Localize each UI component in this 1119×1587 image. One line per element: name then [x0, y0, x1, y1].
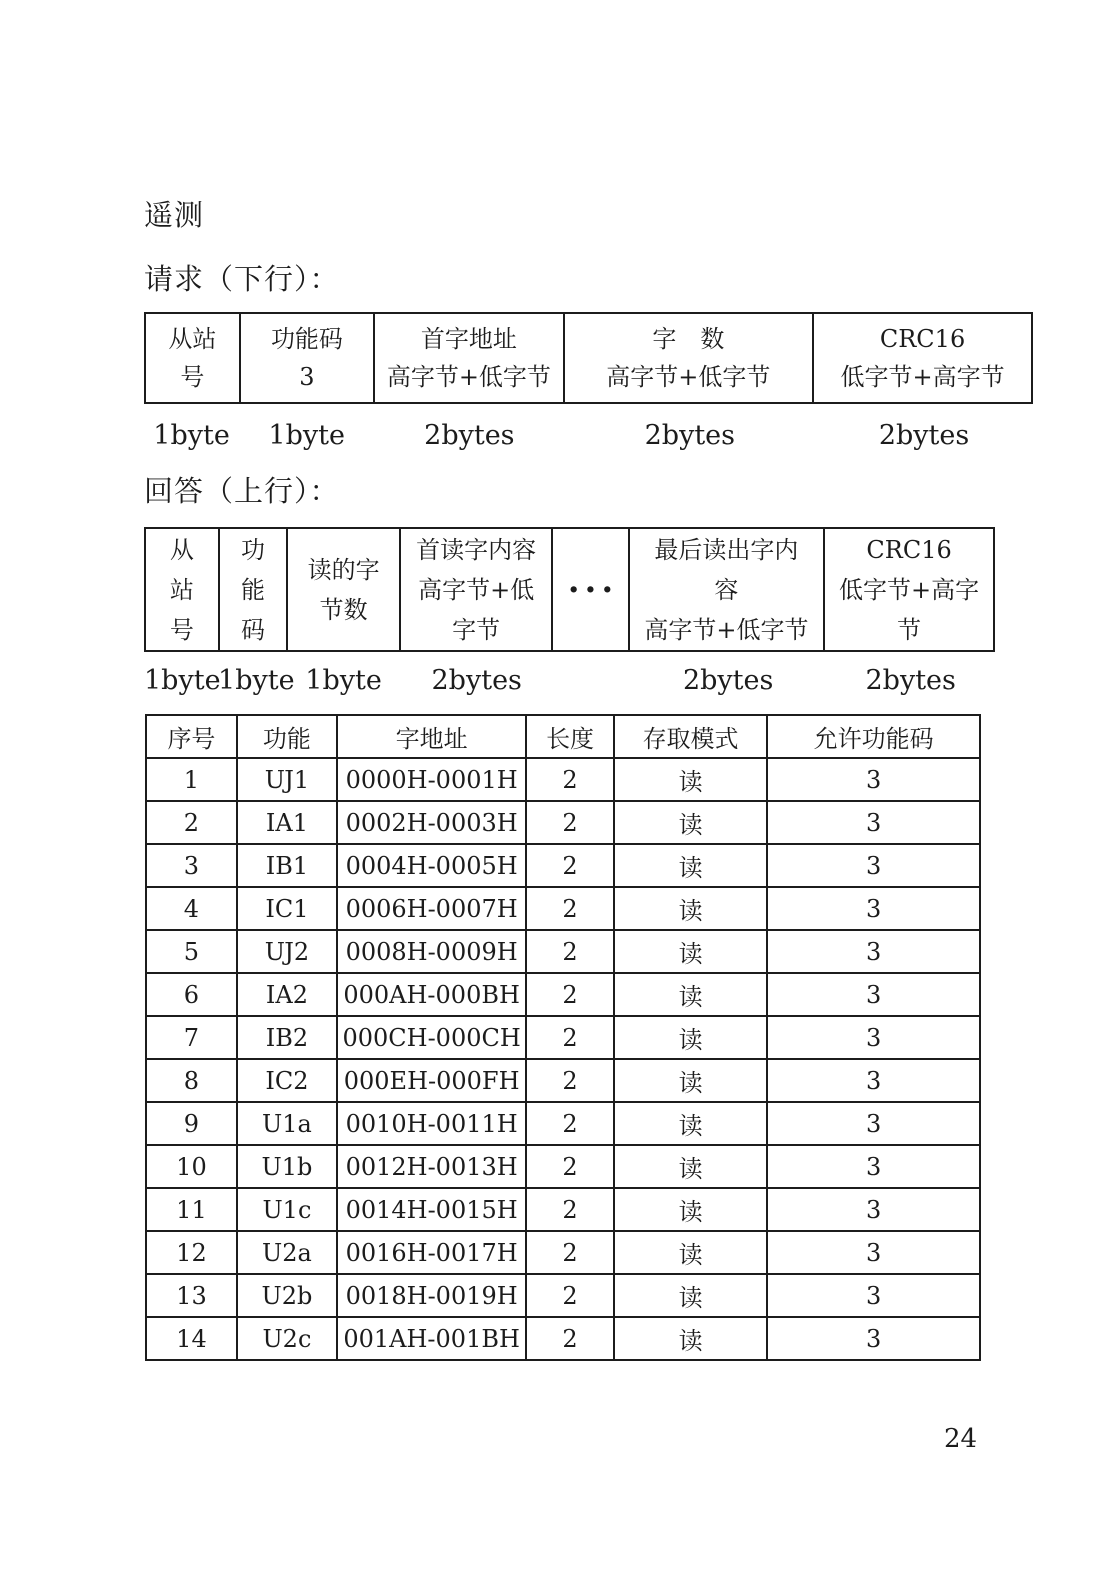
- register-cell: 读: [614, 1145, 767, 1188]
- byte-size-label: 2bytes: [424, 420, 515, 451]
- register-cell: 读: [614, 801, 767, 844]
- frame-field-line: 首字地址: [420, 325, 517, 353]
- register-cell: 0016H-0017H: [337, 1231, 526, 1274]
- frame-field-line: 节: [897, 615, 922, 644]
- register-header-row: [146, 715, 980, 758]
- register-cell: 读: [614, 1059, 767, 1102]
- register-cell: 0018H-0019H: [337, 1274, 526, 1317]
- register-cell: 3: [767, 1102, 980, 1145]
- register-header-cell: 功能: [237, 715, 337, 758]
- register-cell: 读: [614, 1317, 767, 1360]
- request-frame-table: [144, 312, 1033, 404]
- frame-field-line: 码: [240, 615, 265, 644]
- register-cell: 3: [767, 758, 980, 801]
- frame-field-cell: [825, 529, 993, 650]
- register-cell: 读: [614, 1231, 767, 1274]
- register-cell: 5: [146, 930, 237, 973]
- register-cell: 14: [146, 1317, 237, 1360]
- register-cell: U2b: [237, 1274, 337, 1317]
- register-cell: 2: [526, 1231, 614, 1274]
- frame-field-line: 功: [240, 535, 265, 564]
- frame-field-line: CRC16: [866, 535, 952, 564]
- register-row: [146, 1188, 980, 1231]
- register-cell: 3: [146, 844, 237, 887]
- byte-size-label: 2bytes: [431, 665, 522, 696]
- frame-field-line: 号: [180, 363, 205, 391]
- byte-size-spacer: [553, 664, 630, 698]
- byte-size-label: 1byte: [144, 665, 221, 696]
- register-cell: 2: [526, 930, 614, 973]
- register-cell: IC1: [237, 887, 337, 930]
- register-table-head: [146, 715, 980, 758]
- register-cell: IB1: [237, 844, 337, 887]
- register-cell: 6: [146, 973, 237, 1016]
- register-cell: 7: [146, 1016, 237, 1059]
- register-cell: 3: [767, 1317, 980, 1360]
- register-cell: 读: [614, 758, 767, 801]
- register-cell: U2a: [237, 1231, 337, 1274]
- register-cell: 读: [614, 1102, 767, 1145]
- register-cell: 读: [614, 1016, 767, 1059]
- frame-field-cell: [146, 529, 220, 650]
- register-cell: UJ2: [237, 930, 337, 973]
- register-cell: 9: [146, 1102, 237, 1145]
- register-cell: 读: [614, 973, 767, 1016]
- register-cell: 读: [614, 844, 767, 887]
- register-cell: 0000H-0001H: [337, 758, 526, 801]
- register-cell: 2: [526, 758, 614, 801]
- register-cell: IC2: [237, 1059, 337, 1102]
- frame-field-line: 最后读出字内: [654, 535, 799, 564]
- register-cell: 10: [146, 1145, 237, 1188]
- register-cell: 12: [146, 1231, 237, 1274]
- frame-field-line: CRC16: [879, 325, 966, 353]
- register-cell: U2c: [237, 1317, 337, 1360]
- frame-field-line: 号: [169, 615, 194, 644]
- frame-field-line: 3: [299, 363, 315, 391]
- frame-field-line: 节数: [319, 595, 368, 624]
- response-heading: 回答（上行）：: [144, 474, 340, 508]
- frame-field-cell: [401, 529, 553, 650]
- response-byte-sizes: [144, 664, 995, 698]
- frame-field-line: 能: [240, 575, 265, 604]
- register-cell: 读: [614, 1188, 767, 1231]
- frame-field-line: ···: [567, 569, 619, 610]
- frame-field-line: 首读字内容: [416, 535, 537, 564]
- register-cell: 0004H-0005H: [337, 844, 526, 887]
- frame-field-line: 从: [169, 535, 194, 564]
- frame-field-line: 低字节+高字节: [840, 363, 1005, 391]
- register-cell: 0012H-0013H: [337, 1145, 526, 1188]
- section-title: 遥测: [144, 198, 205, 232]
- register-cell: 0010H-0011H: [337, 1102, 526, 1145]
- register-row: [146, 887, 980, 930]
- register-header-cell: 允许功能码: [767, 715, 980, 758]
- register-cell: 000AH-000BH: [337, 973, 526, 1016]
- register-header-cell: 长度: [526, 715, 614, 758]
- register-cell: 3: [767, 801, 980, 844]
- frame-field-cell: [565, 314, 815, 402]
- frame-field-line: 字节: [452, 615, 501, 644]
- register-cell: 0002H-0003H: [337, 801, 526, 844]
- register-cell: 1: [146, 758, 237, 801]
- register-cell: 3: [767, 1145, 980, 1188]
- register-cell: 读: [614, 887, 767, 930]
- register-cell: 0008H-0009H: [337, 930, 526, 973]
- register-cell: 3: [767, 1059, 980, 1102]
- register-cell: IB2: [237, 1016, 337, 1059]
- register-cell: 3: [767, 844, 980, 887]
- frame-field-line: 站: [169, 575, 194, 604]
- frame-field-cell: [630, 529, 826, 650]
- register-header-cell: 字地址: [337, 715, 526, 758]
- register-cell: 2: [526, 1059, 614, 1102]
- register-row: [146, 973, 980, 1016]
- register-cell: 0014H-0015H: [337, 1188, 526, 1231]
- register-row: [146, 1231, 980, 1274]
- register-cell: 000EH-000FH: [337, 1059, 526, 1102]
- register-row: [146, 844, 980, 887]
- register-cell: 2: [526, 973, 614, 1016]
- frame-field-line: 高字节+低: [418, 575, 535, 604]
- page-number: 24: [944, 1424, 978, 1454]
- register-cell: 11: [146, 1188, 237, 1231]
- frame-field-cell: [146, 314, 241, 402]
- frame-field-line: 容: [714, 575, 739, 604]
- register-table-body: [146, 758, 980, 1360]
- register-cell: 3: [767, 1188, 980, 1231]
- frame-field-line: 读的字: [307, 555, 380, 584]
- register-row: [146, 1059, 980, 1102]
- register-cell: 8: [146, 1059, 237, 1102]
- register-cell: U1c: [237, 1188, 337, 1231]
- register-cell: 0006H-0007H: [337, 887, 526, 930]
- register-cell: 2: [526, 1102, 614, 1145]
- register-cell: 3: [767, 1016, 980, 1059]
- register-cell: 001AH-001BH: [337, 1317, 526, 1360]
- register-cell: 读: [614, 930, 767, 973]
- register-cell: 2: [526, 1145, 614, 1188]
- register-row: [146, 1317, 980, 1360]
- register-cell: 3: [767, 1274, 980, 1317]
- register-cell: U1b: [237, 1145, 337, 1188]
- byte-size-label: 2bytes: [682, 665, 774, 696]
- register-cell: 读: [614, 1274, 767, 1317]
- register-cell: 2: [146, 801, 237, 844]
- register-row: [146, 930, 980, 973]
- register-cell: 2: [526, 1317, 614, 1360]
- register-cell: 3: [767, 1231, 980, 1274]
- frame-field-cell: [241, 314, 376, 402]
- frame-field-line: 低字节+高字: [839, 575, 980, 604]
- register-map-table: [145, 714, 981, 1361]
- response-frame-table: [144, 527, 995, 652]
- frame-field-line: 字 数: [652, 325, 725, 353]
- register-cell: 2: [526, 1188, 614, 1231]
- register-cell: 4: [146, 887, 237, 930]
- request-heading: 请求（下行）：: [144, 262, 340, 296]
- register-row: [146, 1102, 980, 1145]
- register-cell: 2: [526, 801, 614, 844]
- register-cell: 2: [526, 1016, 614, 1059]
- register-row: [146, 801, 980, 844]
- register-cell: IA1: [237, 801, 337, 844]
- register-header-cell: 序号: [146, 715, 237, 758]
- request-byte-sizes: [144, 419, 1033, 453]
- register-cell: 3: [767, 887, 980, 930]
- register-header-cell: 存取模式: [614, 715, 767, 758]
- register-cell: 2: [526, 887, 614, 930]
- frame-field-cell: [220, 529, 289, 650]
- register-cell: 2: [526, 1274, 614, 1317]
- ellipsis-cell: [553, 529, 629, 650]
- byte-size-label: 2bytes: [878, 420, 970, 451]
- register-cell: 000CH-000CH: [337, 1016, 526, 1059]
- register-cell: IA2: [237, 973, 337, 1016]
- register-row: [146, 1274, 980, 1317]
- frame-field-line: 高字节+低字节: [386, 363, 551, 391]
- byte-size-label: 2bytes: [644, 420, 736, 451]
- register-cell: UJ1: [237, 758, 337, 801]
- byte-size-label: 1byte: [218, 665, 295, 696]
- register-cell: 13: [146, 1274, 237, 1317]
- byte-size-label: 1byte: [305, 665, 382, 696]
- frame-field-line: 高字节+低字节: [606, 363, 771, 391]
- byte-size-label: 1byte: [268, 420, 345, 451]
- register-cell: 3: [767, 930, 980, 973]
- frame-field-line: 从站: [168, 325, 217, 353]
- register-row: [146, 1016, 980, 1059]
- register-cell: 3: [767, 973, 980, 1016]
- register-cell: U1a: [237, 1102, 337, 1145]
- frame-field-line: 功能码: [270, 325, 343, 353]
- frame-field-cell: [814, 314, 1031, 402]
- register-row: [146, 1145, 980, 1188]
- frame-field-cell: [288, 529, 401, 650]
- frame-field-cell: [375, 314, 564, 402]
- register-row: [146, 758, 980, 801]
- register-cell: 2: [526, 844, 614, 887]
- byte-size-label: 2bytes: [865, 665, 956, 696]
- byte-size-label: 1byte: [153, 420, 230, 451]
- frame-field-line: 高字节+低字节: [644, 615, 809, 644]
